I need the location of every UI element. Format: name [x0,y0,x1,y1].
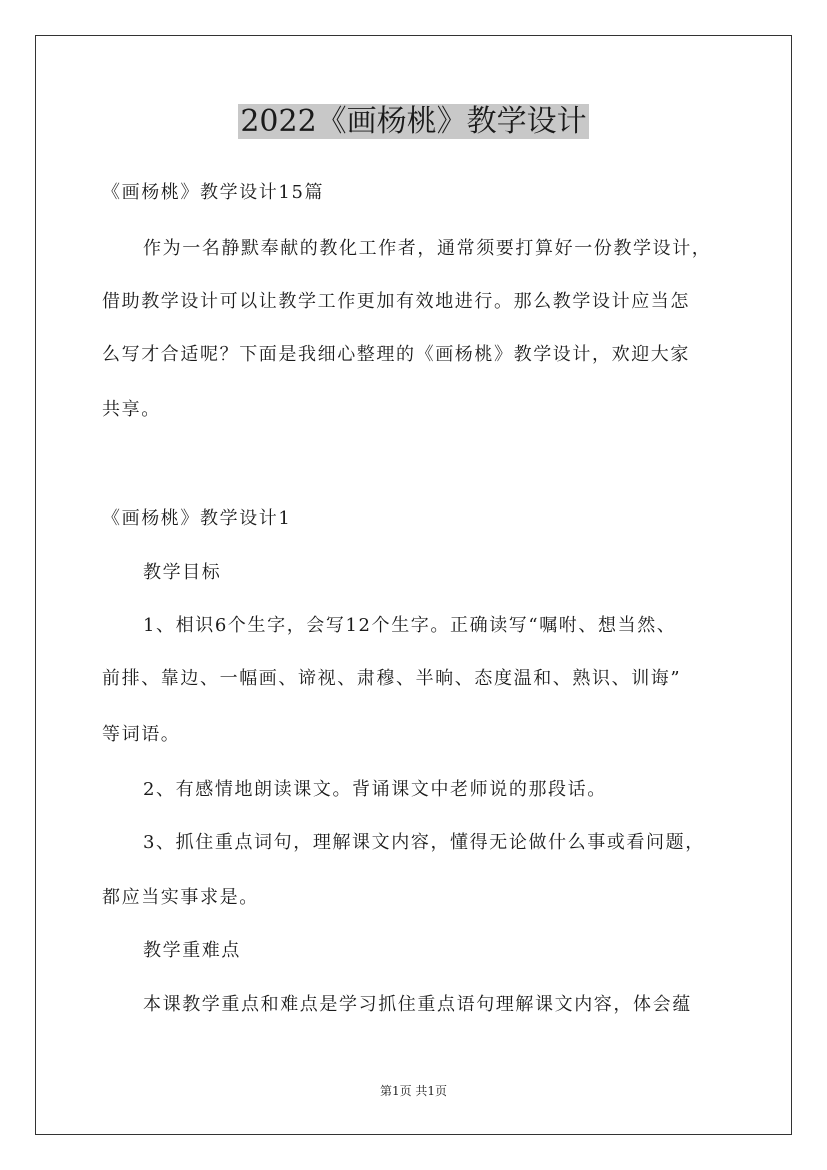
section-heading: 《画杨桃》教学设计1 [102,508,292,529]
goal-3-line-2: 都应当实事求是。 [102,887,259,908]
goal-1-line-1: 1、相识6个生字，会写12个生字。正确读写“嘱咐、想当然、 [143,615,677,636]
document-title [0,102,827,142]
document-title-text: 2022《画杨桃》教学设计 [240,104,587,139]
page-footer: 第1页 共1页 [379,1084,448,1098]
goal-2-line: 2、有感情地朗读课文。背诵课文中老师说的那段话。 [143,779,607,800]
subtitle-line: 《画杨桃》教学设计15篇 [102,182,325,203]
key-difficulties-heading: 教学重难点 [143,940,241,961]
goal-1-line-2: 前排、靠边、一幅画、谛视、肃穆、半晌、态度温和、熟识、训诲” [102,668,682,689]
teaching-goals-heading: 教学目标 [143,562,222,583]
intro-paragraph-line-1: 作为一名静默奉献的教化工作者，通常须要打算好一份教学设计， [143,238,712,259]
key-difficulties-line-1: 本课教学重点和难点是学习抓住重点语句理解课文内容，体会蕴 [143,994,692,1015]
intro-paragraph-line-3: 么写才合适呢？下面是我细心整理的《画杨桃》教学设计，欢迎大家 [102,344,690,365]
intro-paragraph-line-4: 共享。 [102,399,161,420]
intro-paragraph-line-2: 借助教学设计可以让教学工作更加有效地进行。那么教学设计应当怎 [102,291,690,312]
goal-1-line-3: 等词语。 [102,724,181,745]
goal-3-line-1: 3、抓住重点词句，理解课文内容，懂得无论做什么事或看问题， [143,832,705,853]
